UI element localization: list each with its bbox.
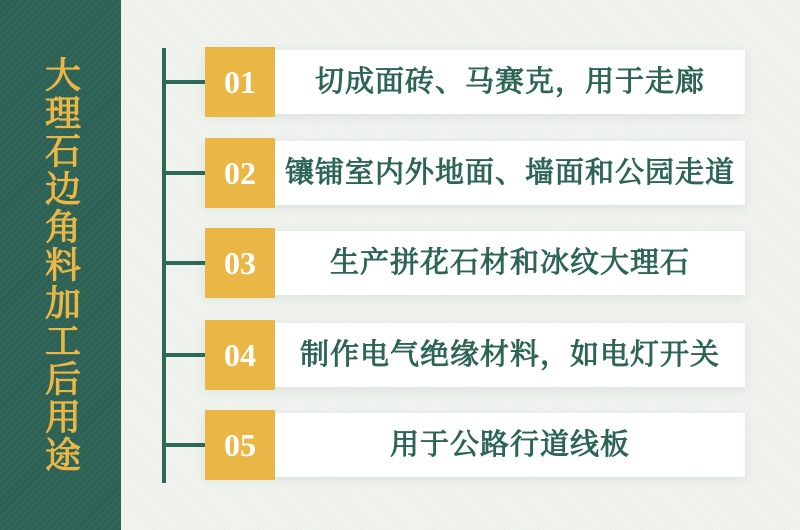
timeline-item bbox=[205, 410, 745, 480]
item-text: 切成面砖、马赛克，用于走廊 bbox=[314, 65, 705, 98]
item-text: 生产拼花石材和冰纹大理石 bbox=[329, 246, 690, 279]
item-card bbox=[205, 231, 745, 295]
timeline-item bbox=[205, 47, 745, 117]
connector-stub bbox=[162, 443, 205, 447]
item-number-box bbox=[205, 320, 275, 390]
connector-stub bbox=[162, 80, 205, 84]
page-title: 大理石边角料加工后用途 bbox=[40, 56, 81, 474]
connector-stub bbox=[162, 353, 205, 357]
item-number-box bbox=[205, 47, 275, 117]
item-number: 01 bbox=[224, 64, 256, 100]
item-number-box bbox=[205, 228, 275, 298]
connector-stub bbox=[162, 171, 205, 175]
item-card bbox=[205, 50, 745, 114]
item-card bbox=[205, 141, 745, 205]
connector-stub bbox=[162, 261, 205, 265]
timeline-item bbox=[205, 320, 745, 390]
item-number: 04 bbox=[224, 337, 256, 373]
item-number-box bbox=[205, 410, 275, 480]
item-number: 03 bbox=[224, 245, 256, 281]
item-text: 用于公路行道线板 bbox=[389, 428, 630, 461]
item-number-box bbox=[205, 138, 275, 208]
item-text: 镶铺室内外地面、墙面和公园走道 bbox=[284, 156, 735, 189]
item-text: 制作电气绝缘材料，如电灯开关 bbox=[299, 338, 720, 371]
item-number: 05 bbox=[224, 427, 256, 463]
timeline-item bbox=[205, 228, 745, 298]
item-number: 02 bbox=[224, 155, 256, 191]
item-card bbox=[205, 323, 745, 387]
timeline-item bbox=[205, 138, 745, 208]
item-card bbox=[205, 413, 745, 477]
